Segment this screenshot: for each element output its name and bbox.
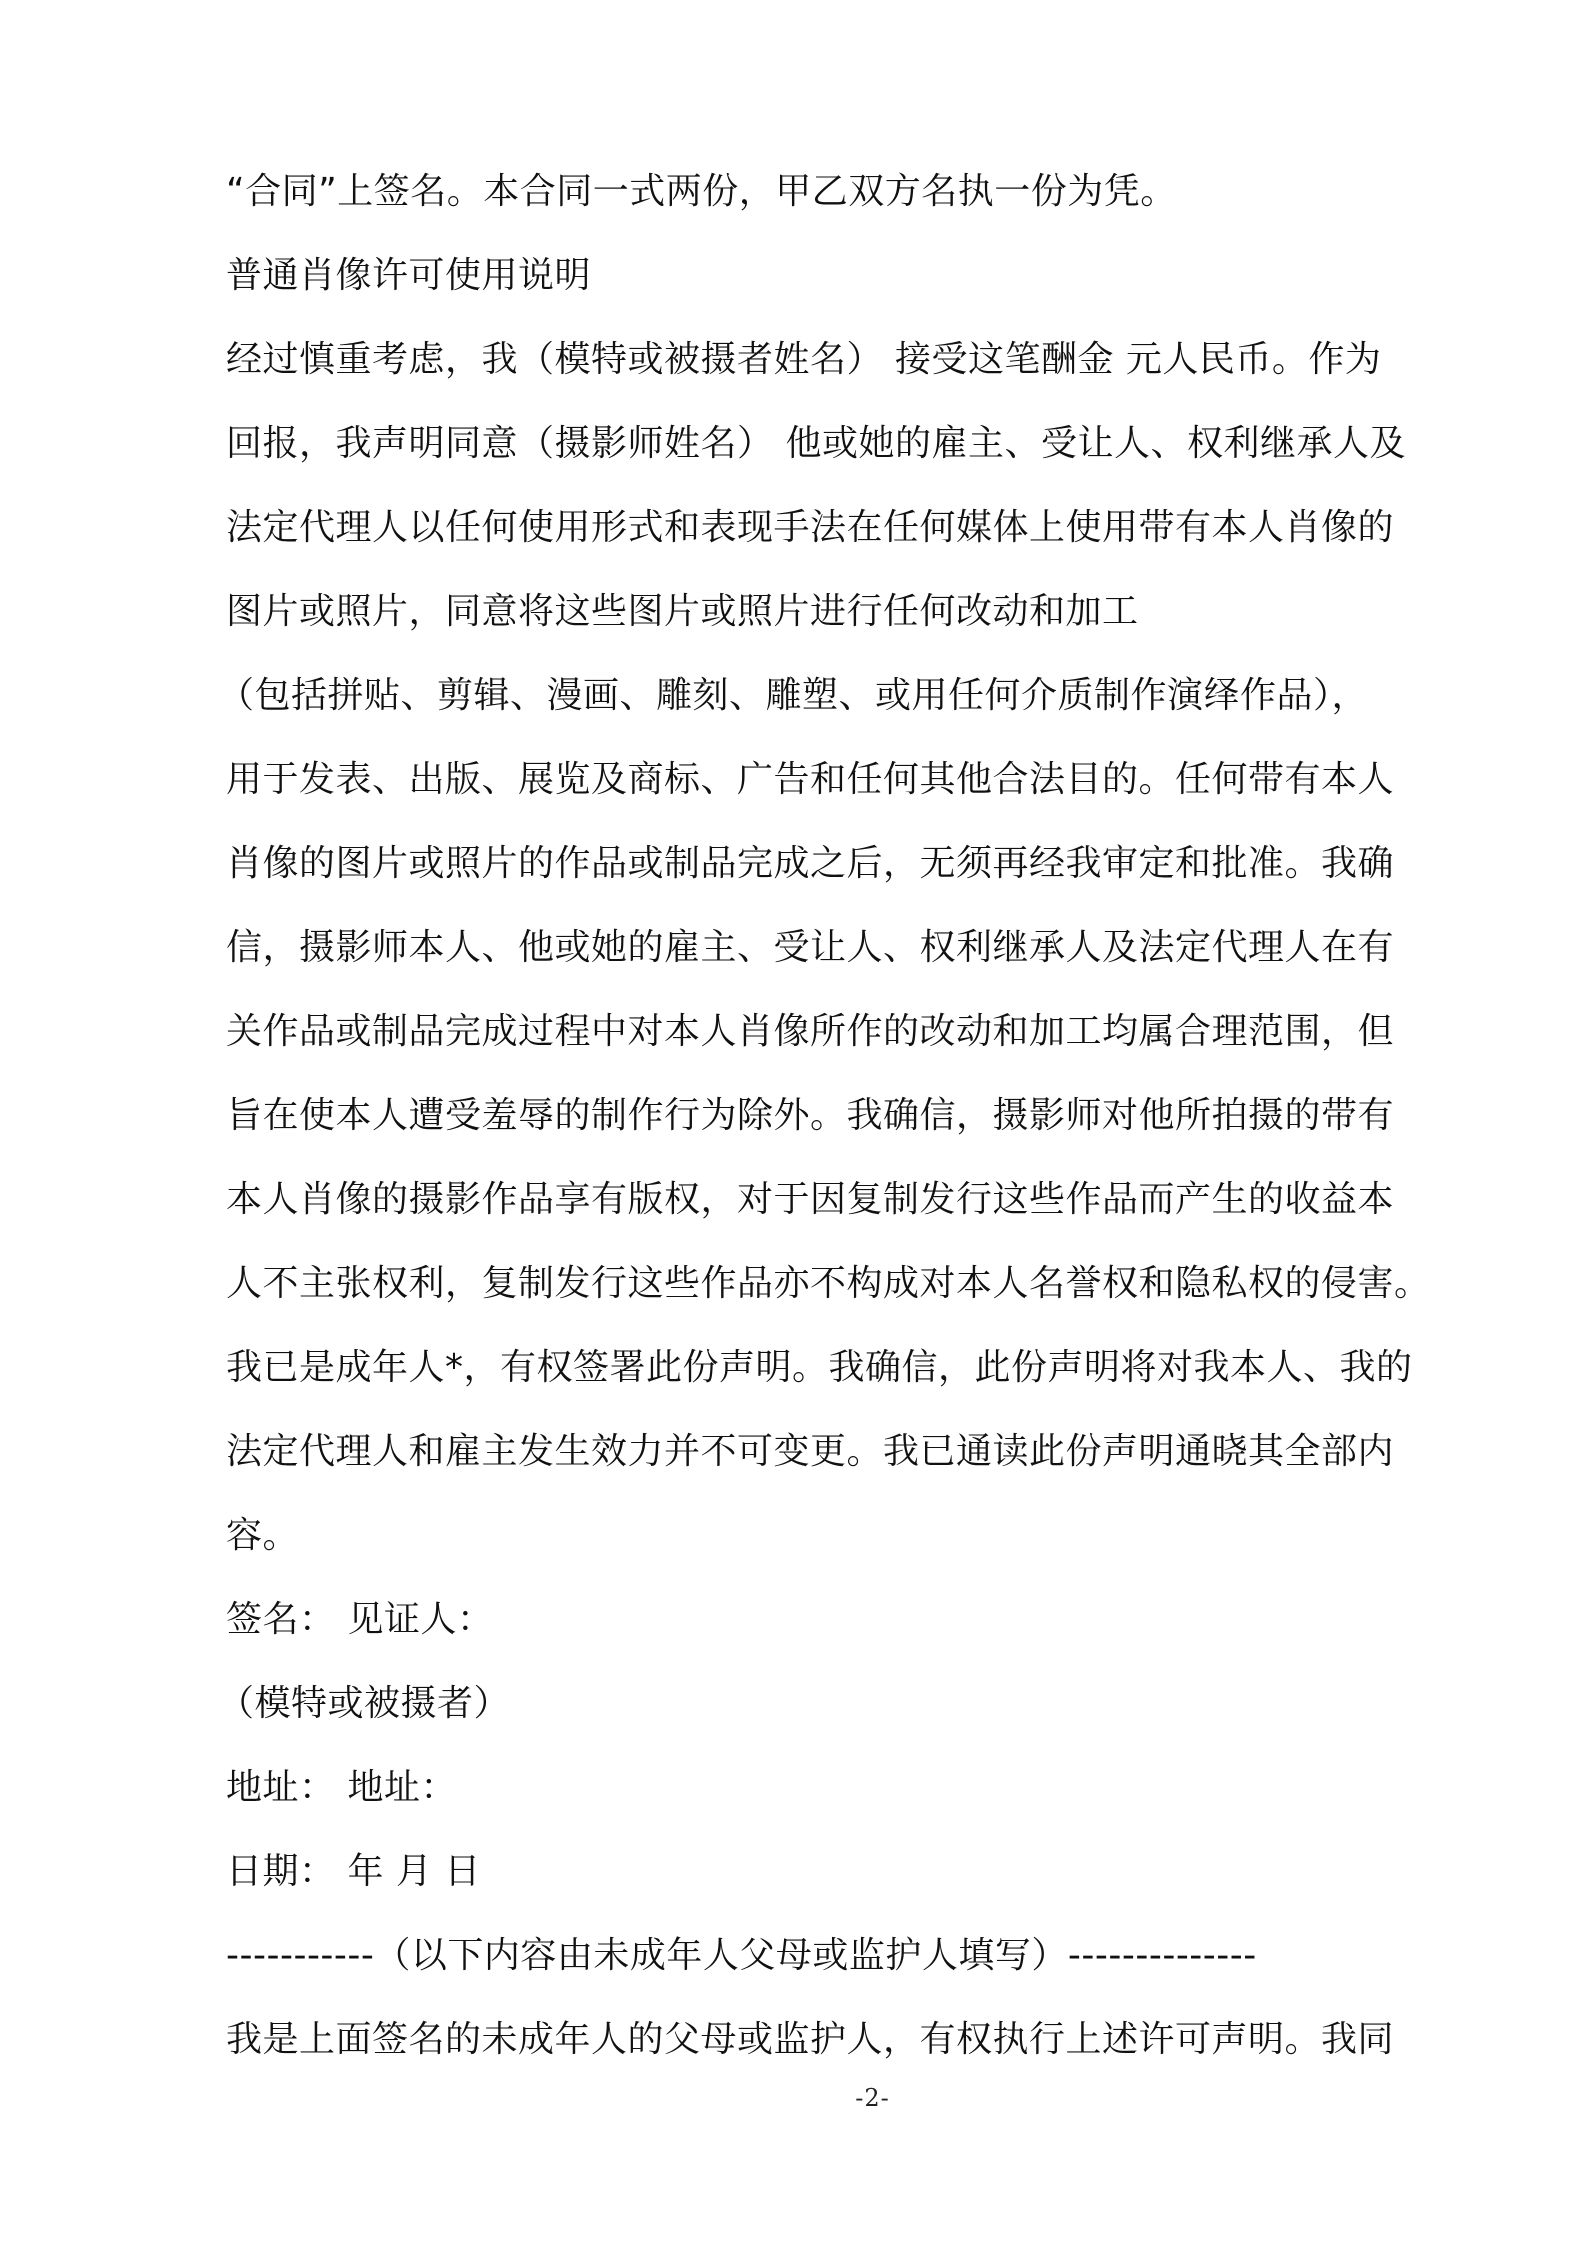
paragraph-line: 肖像的图片或照片的作品或制品完成之后，无须再经我审定和批准。我确 xyxy=(226,843,1395,884)
date-field-row: 日期： 年 月 日 xyxy=(226,1851,481,1892)
paragraph-line: 图片或照片，同意将这些图片或照片进行任何改动和加工 xyxy=(226,591,1139,632)
paragraph-line: 关作品或制品完成过程中对本人肖像所作的改动和加工均属合理范围，但 xyxy=(226,1011,1395,1052)
signature-field-row: 签名： 见证人： xyxy=(226,1599,494,1640)
paragraph-line: 旨在使本人遭受羞辱的制作行为除外。我确信，摄影师对他所拍摄的带有 xyxy=(226,1095,1395,1136)
document-body xyxy=(218,150,1446,2082)
paragraph-line: 回报，我声明同意（摄影师姓名） 他或她的雇主、受让人、权利继承人及 xyxy=(226,423,1406,464)
paragraph-line: 本人肖像的摄影作品享有版权，对于因复制发行这些作品而产生的收益本 xyxy=(226,1179,1395,1220)
paragraph-line: 我已是成年人*，有权签署此份声明。我确信，此份声明将对我本人、我的 xyxy=(226,1347,1413,1388)
paragraph-line: 容。 xyxy=(226,1515,300,1556)
paragraph-line: 信，摄影师本人、他或她的雇主、受让人、权利继承人及法定代理人在有 xyxy=(226,927,1395,968)
section-heading: 普通肖像许可使用说明 xyxy=(226,255,592,296)
signature-subtitle: （模特或被摄者） xyxy=(218,1683,511,1724)
paragraph-line: （包括拼贴、剪辑、漫画、雕刻、雕塑、或用任何介质制作演绎作品）， xyxy=(218,675,1369,716)
page-number: -2- xyxy=(855,2084,890,2112)
paragraph-line: 法定代理人和雇主发生效力并不可变更。我已通读此份声明通晓其全部内 xyxy=(226,1431,1395,1472)
paragraph-line: 经过慎重考虑，我（模特或被摄者姓名） 接受这笔酬金 元人民币。作为 xyxy=(226,339,1382,380)
paragraph-line: 我是上面签名的未成年人的父母或监护人，有权执行上述许可声明。我同 xyxy=(226,2019,1395,2060)
contract-signature-line: “合同”上签名。本合同一式两份，甲乙双方名执一份为凭。 xyxy=(226,171,1177,212)
guardian-section-divider: -----------（以下内容由未成年人父母或监护人填写）-------------- xyxy=(226,1935,1257,1976)
address-field-row: 地址： 地址： xyxy=(226,1767,457,1808)
paragraph-line: 人不主张权利，复制发行这些作品亦不构成对本人名誉权和隐私权的侵害。 xyxy=(226,1263,1431,1304)
paragraph-line: 法定代理人以任何使用形式和表现手法在任何媒体上使用带有本人肖像的 xyxy=(226,507,1395,548)
paragraph-line: 用于发表、出版、展览及商标、广告和任何其他合法目的。任何带有本人 xyxy=(226,759,1395,800)
